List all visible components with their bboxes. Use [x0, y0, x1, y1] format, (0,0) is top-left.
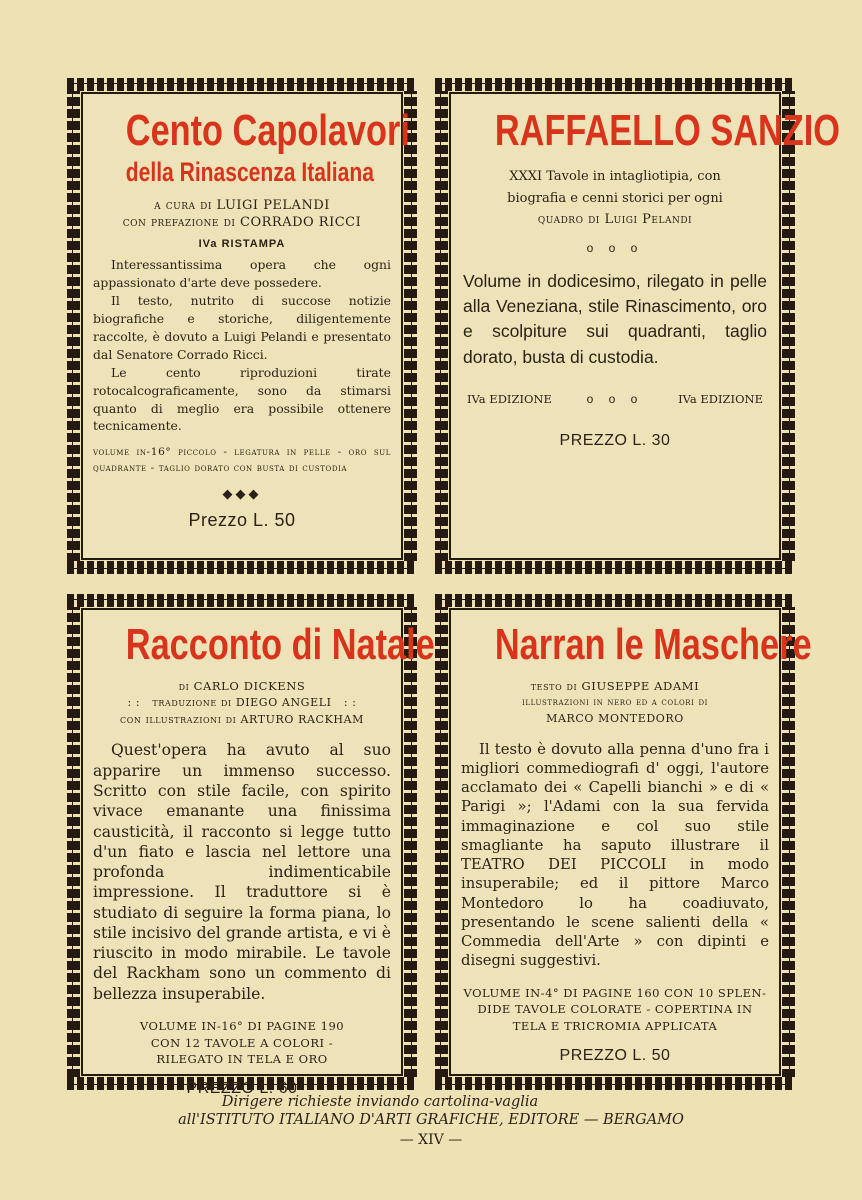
volume-specs: [461, 985, 769, 1035]
separator: o o o: [586, 240, 644, 255]
specs-line: DIDE TAVOLE COLORATE - COPERTINA IN: [477, 1002, 753, 1017]
paragraph: Il testo, nutrito di succose notizie biografiche e storiche, diligentemente raccolte, è dovuto a Luigi Pelandi e presentato dal Senatore Corrado Ricci.: [93, 292, 391, 362]
preface-line: con prefazione di CORRADO RICCI: [122, 215, 362, 231]
edition-label: IVa RISTAMPA: [198, 237, 286, 250]
specs-line: TELA E TRICROMIA APPLICATA: [512, 1018, 718, 1033]
specs-line: VOLUME IN-4° DI PAGINE 160 CON 10 SPLEN-: [463, 985, 767, 1000]
panel-title: RAFFAELLO SANZIO: [494, 106, 840, 155]
edition-left: IVa EDIZIONE: [467, 392, 552, 406]
ad-panel-raffaello-sanzio: [435, 78, 840, 574]
panel-inner: [449, 92, 840, 560]
price: Prezzo L. 50: [188, 510, 296, 531]
panel-title: Narran le Maschere: [494, 620, 812, 669]
panel-subtitle: della Rinascenza Italiana: [125, 157, 374, 188]
editor-line: a cura di LUIGI PELANDI: [154, 197, 330, 213]
illustrations-line: illustrazioni in nero ed a colori di: [521, 696, 709, 709]
author-line: di CARLO DICKENS: [178, 679, 306, 694]
edition-row: [461, 392, 769, 406]
paragraph: Interessantissima opera che ogni appassionato d'arte deve possedere.: [93, 256, 391, 290]
page-number: — XIV —: [399, 1132, 463, 1148]
footer-instructions: Dirigere richieste inviando cartolina-vaglia: [221, 1094, 539, 1110]
price: PREZZO L. 60: [186, 1079, 298, 1097]
description-line: quadro di Luigi Pelandi: [537, 212, 693, 228]
volume-specs: volume in-16° piccolo - legatura in pelle - oro sul quadrante - taglio dorato con busta di custodia: [93, 446, 391, 475]
panel-inner: [81, 608, 435, 1097]
diamond-ornament: ◆◆◆: [222, 487, 262, 503]
panel-inner: [449, 608, 812, 1076]
price: PREZZO L. 30: [559, 432, 671, 449]
edition-right: IVa EDIZIONE: [678, 392, 763, 406]
ad-panel-cento-capolavori: [67, 78, 417, 574]
author-line: testo di GIUSEPPE ADAMI: [530, 679, 700, 694]
separator: o o o: [586, 392, 644, 406]
paragraph: Volume in dodicesimo, rilegato in pelle alla Veneziana, stile Rinascimento, oro e scolpiture sui quadranti, taglio dorato, busta di custodia.: [463, 270, 767, 367]
price: PREZZO L. 50: [559, 1046, 671, 1064]
specs-line: CON 12 TAVOLE A COLORI -: [150, 1035, 334, 1050]
ad-panel-narran-le-maschere: [435, 594, 812, 1090]
volume-specs: [93, 1018, 391, 1068]
paragraph: Il testo è dovuto alla penna d'uno fra i migliori commediografi d' oggi, l'autore acclamato dei « Capelli bianchi » e di « Parigi »; l'Adami con la sua fervida immaginazione e col suo stile smagliante ha saputo illustrare il TEATRO DEI PICCOLI in modo insuperabile; ed il pittore Marco Montedoro lo ha coadiuvato, presentando le scene salienti della « Commedia dell'Arte » con dipinti e disegni suggestivi.: [461, 740, 769, 970]
specs-line: RILEGATO IN TELA E ORO: [156, 1052, 328, 1067]
specs-line: VOLUME IN-16° DI PAGINE 190: [139, 1018, 345, 1033]
paragraph: Le cento riproduzioni tirate rotocalcograficamente, sono da stimarsi quanto di meglio era possibile ottenere tecnicamente.: [93, 364, 391, 434]
description-line: XXXI Tavole in intagliotipia, con: [509, 169, 721, 185]
panel-title: Cento Capolavori: [125, 106, 410, 155]
paragraph: Quest'opera ha avuto al suo apparire un immenso successo. Scritto con stile facile, con spirito vivace emanante una finissima causticità, il racconto si legge tutto d'un fiato e lascia nel lettore una profonda indimenticabile impressione. Il traduttore si è studiato di seguire la forma piana, lo stile incisivo del grande artista, e vi è riuscito in modo mirabile. Le tavole del Rackham sono un commento di bellezza insuperabile.: [93, 741, 391, 1003]
ad-panel-racconto-di-natale: [67, 594, 435, 1097]
description-line: biografia e cenni storici per ogni: [507, 190, 723, 206]
footer-publisher: all'ISTITUTO ITALIANO D'ARTI GRAFICHE, EDITORE — BERGAMO: [178, 1112, 684, 1128]
illustrations-line: con illustrazioni di ARTURO RACKHAM: [120, 712, 364, 726]
illustrator-name: MARCO MONTEDORO: [546, 712, 684, 726]
panel-inner: [81, 92, 410, 560]
panel-title: Racconto di Natale: [125, 620, 435, 669]
translation-line: : : traduzione di DIEGO ANGELI : :: [127, 696, 357, 710]
